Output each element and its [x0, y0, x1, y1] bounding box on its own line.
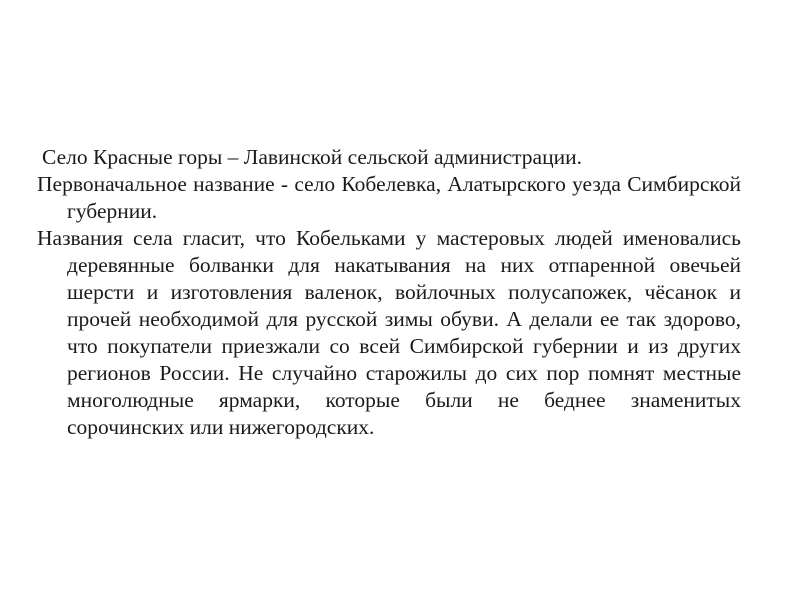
paragraph-original-name: Первоначальное название - село Кобелевка, Алатырского уезда Симбирской губернии. [37, 172, 741, 223]
paragraph-name-origin: Названия села гласит, что Кобельками у мастеровых людей именовались деревянные болванки для накатывания на них отпаренной овечьей шерсти и изготовления валенок, войлочных полусапожек, чёсанок и прочей необходимой для русской зимы обуви. А делали ее так здорово, что покупатели приезжали со всей Симбирской губернии и из других регионов России. Не случайно старожилы до сих пор помнят местные многолюдные ярмарки, которые были не беднее знаменитых сорочинских или нижегородских. [37, 226, 741, 439]
paragraph-title: Село Красные горы – Лавинской сельской администрации. [42, 145, 582, 169]
text-block [37, 144, 741, 441]
